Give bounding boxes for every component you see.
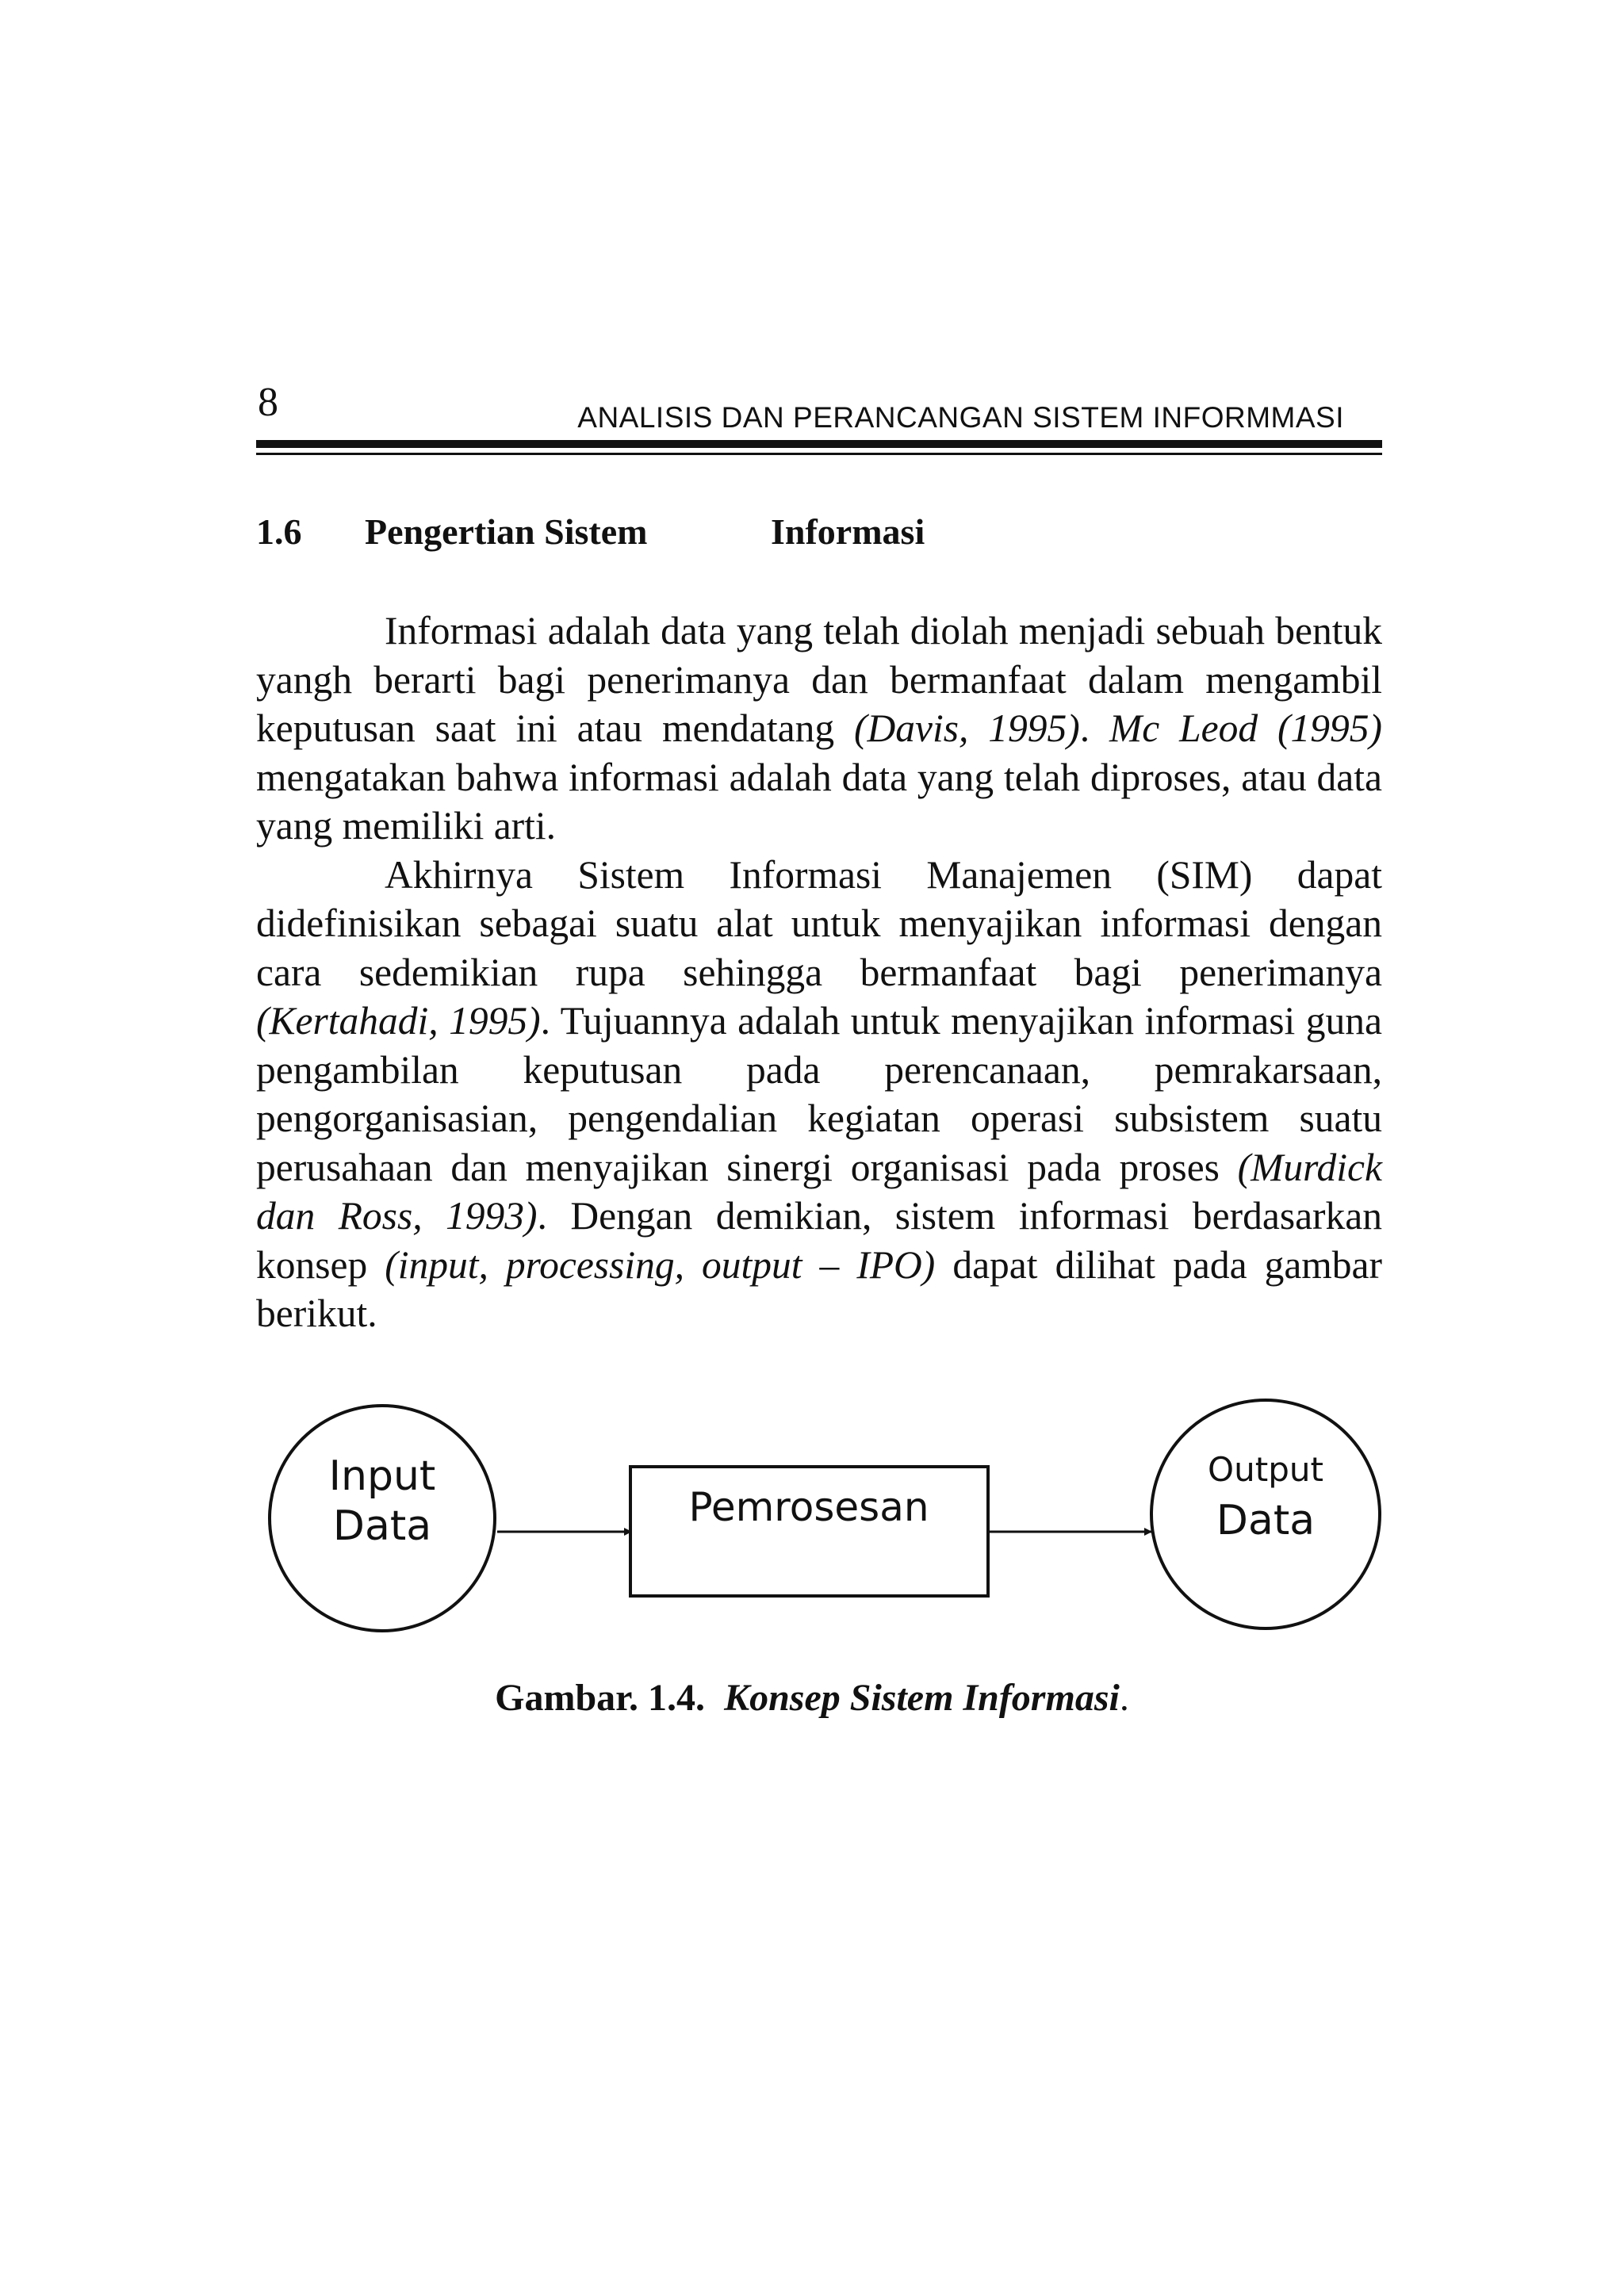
citation-murdick-ross: (Murdick dan Ross, 1993)	[256, 1145, 1382, 1238]
caption-label: Gambar. 1.4.	[495, 1677, 706, 1719]
page-number: 8	[258, 380, 278, 425]
section-number: 1.6	[256, 511, 302, 552]
input-data-circle	[270, 1406, 495, 1631]
process-label: Pemrosesan	[688, 1484, 929, 1530]
paragraph-2	[256, 851, 1382, 1338]
citation-mcleod: Mc Leod (1995)	[1109, 706, 1383, 750]
paragraph-2-text-1: Akhirnya Sistem Informasi Manajemen (SIM) dapat didefinisikan sebagai suatu alat untuk menyajikan informasi dengan cara sedemikian rupa sehingga bermanfaat bagi penerimanya	[256, 852, 1382, 994]
paragraph-2-text-2: . Tujuannya adalah untuk menyajikan informasi guna pengambilan keputusan pada perencanaan, pemrakarsaan, pengorganisasian, pengendalian kegiatan operasi subsistem suatu perusahaan dan menyajikan sinergi organisasi pada proses	[256, 999, 1383, 1189]
input-label-line1: Input	[328, 1452, 436, 1500]
paragraph-1-text-2: .	[1079, 706, 1110, 750]
output-label-line1: Output	[1208, 1450, 1323, 1489]
output-data-circle	[1151, 1400, 1380, 1628]
citation-davis: (Davis, 1995)	[854, 706, 1080, 750]
section-title-part1: Pengertian Sistem	[365, 511, 648, 552]
paragraph-2-text-3: . Dengan demikian, sistem informasi berdasarkan konsep	[256, 1194, 1383, 1287]
running-header-title: ANALISIS DAN PERANCANGAN SISTEM INFORMMASI	[577, 401, 1344, 434]
figure-caption	[0, 1679, 1624, 1717]
paragraph-1-text-1: Informasi adalah data yang telah diolah menjadi sebuah bentuk yangh berarti bagi penerimanya dan bermanfaat dalam mengambil keputusan saat ini atau mendatang	[256, 609, 1382, 750]
body-text	[256, 607, 1382, 1338]
paragraph-1-text-3: mengatakan bahwa informasi adalah data yang telah diproses, atau data yang memiliki arti.	[256, 755, 1382, 848]
header-rule-thin	[256, 453, 1382, 455]
header-rule-thick	[256, 440, 1382, 448]
citation-ipo: (input, processing, output – IPO)	[385, 1242, 936, 1287]
caption-title: Konsep Sistem Informasi	[724, 1677, 1120, 1719]
paragraph-1	[256, 607, 1382, 851]
section-title-part2: Informasi	[771, 511, 925, 552]
paragraph-2-text-4: dapat dilihat pada gambar berikut.	[256, 1242, 1383, 1335]
citation-kertahadi: (Kertahadi, 1995)	[256, 999, 541, 1043]
process-box	[630, 1467, 988, 1596]
caption-end: .	[1119, 1677, 1129, 1719]
input-label-line2: Data	[332, 1502, 432, 1550]
output-label-line2: Data	[1216, 1497, 1316, 1544]
